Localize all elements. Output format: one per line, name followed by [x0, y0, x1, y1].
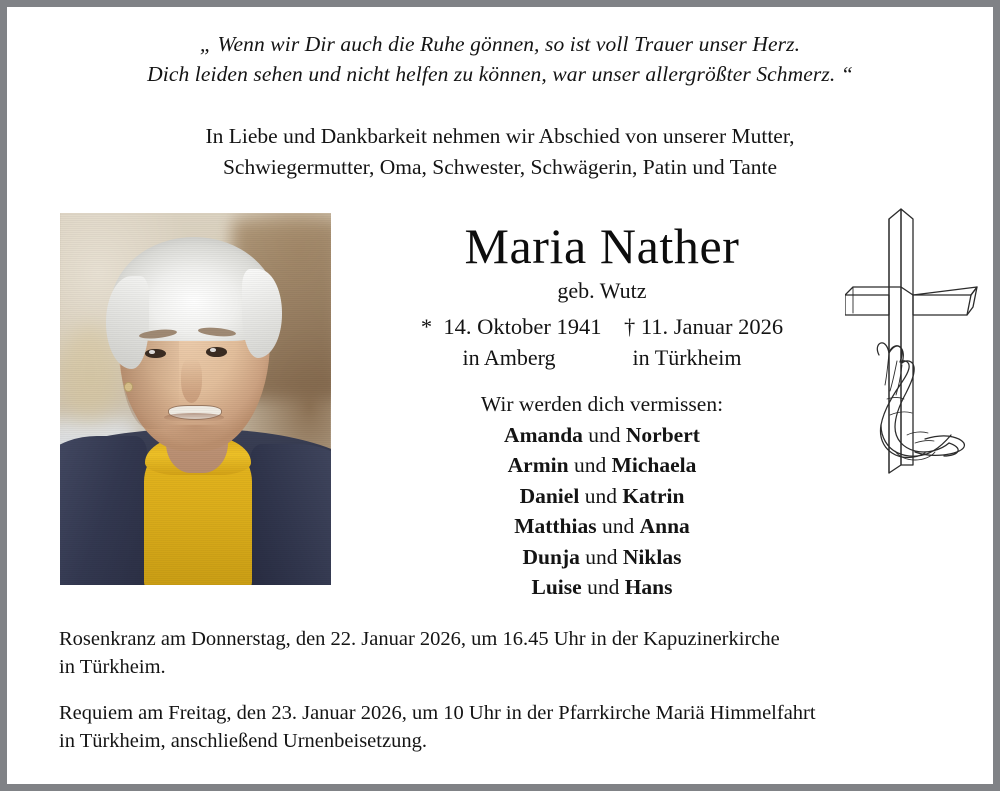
cardigan-left-shade	[60, 436, 147, 585]
intro-line-2: Schwiegermutter, Oma, Schwester, Schwägerin, Patin und Tante	[222, 154, 778, 179]
portrait-photo	[60, 213, 331, 585]
nose	[181, 358, 203, 403]
survivor-conjunction: und	[579, 544, 623, 569]
survivors-block	[352, 389, 852, 603]
survivor-first-name: Amanda	[504, 422, 583, 447]
service-rosenkranz-line-2: in Türkheim.	[59, 656, 166, 678]
chin-shading	[163, 425, 228, 444]
quote-line-2: Dich leiden sehen und nicht helfen zu können, war unser allergrößter Schmerz. “	[147, 62, 853, 86]
intro-line-1: In Liebe und Dankbarkeit nehmen wir Abschied von unserer Mutter,	[205, 124, 795, 148]
earring	[124, 382, 133, 391]
quote-line-1: „ Wenn wir Dir auch die Ruhe gönnen, so ist voll Trauer unser Herz.	[199, 32, 801, 56]
survivor-conjunction: und	[596, 514, 640, 538]
life-dates: * 14. Oktober 1941 † 11. Januar 2026	[420, 314, 784, 339]
cardigan-right-shade	[250, 444, 331, 585]
cross-with-praying-hands-icon	[845, 203, 987, 475]
survivor-first-name: Daniel	[519, 483, 580, 508]
service-information	[59, 625, 959, 773]
survivor-first-name: Matthias	[514, 514, 597, 538]
survivor-row	[352, 450, 852, 481]
service-requiem-line-2: in Türkheim, anschließend Urnenbeisetzung.	[59, 730, 427, 752]
survivor-conjunction: und	[582, 422, 626, 447]
eye-highlight-right	[210, 348, 215, 352]
survivor-second-name: Michaela	[611, 453, 697, 477]
survivor-first-name: Dunja	[522, 544, 580, 569]
survivor-first-name: Luise	[531, 575, 582, 599]
survivor-row	[352, 420, 852, 451]
deceased-maiden-name: geb. Wutz	[557, 278, 647, 303]
survivor-second-name: Niklas	[622, 544, 682, 569]
service-rosenkranz	[59, 625, 959, 681]
survivor-conjunction: und	[568, 453, 612, 477]
survivors-list	[352, 420, 852, 603]
deceased-name: Maria Nather	[464, 218, 740, 274]
life-places: in Amberg in Türkheim	[462, 345, 742, 370]
deceased-name-block	[352, 217, 852, 373]
eye-right	[206, 347, 226, 357]
survivor-second-name: Anna	[639, 514, 690, 538]
service-requiem-line-1: Requiem am Freitag, den 23. Januar 2026, um 10 Uhr in der Pfarrkirche Mariä Himmelfahrt	[59, 702, 816, 724]
portrait-image	[60, 213, 331, 585]
survivors-lead: Wir werden dich vermissen:	[480, 392, 724, 416]
eye-highlight-left	[149, 350, 154, 354]
service-requiem	[59, 699, 959, 755]
survivor-second-name: Hans	[624, 575, 673, 599]
survivor-row	[352, 572, 852, 603]
farewell-intro	[7, 121, 993, 182]
survivor-conjunction: und	[579, 483, 623, 508]
notice-inner	[7, 7, 993, 784]
survivor-second-name: Norbert	[625, 422, 700, 447]
survivor-first-name: Armin	[507, 453, 569, 477]
survivor-row	[352, 542, 852, 573]
memorial-quote	[7, 29, 993, 89]
survivor-second-name: Katrin	[622, 483, 685, 508]
survivor-row	[352, 511, 852, 542]
service-rosenkranz-line-1: Rosenkranz am Donnerstag, den 22. Januar 2026, um 16.45 Uhr in der Kapuzinerkirche	[59, 628, 780, 650]
survivor-row	[352, 481, 852, 512]
mouth-shadow	[164, 413, 224, 422]
hair-left-side	[106, 276, 149, 369]
survivor-conjunction: und	[581, 575, 625, 599]
